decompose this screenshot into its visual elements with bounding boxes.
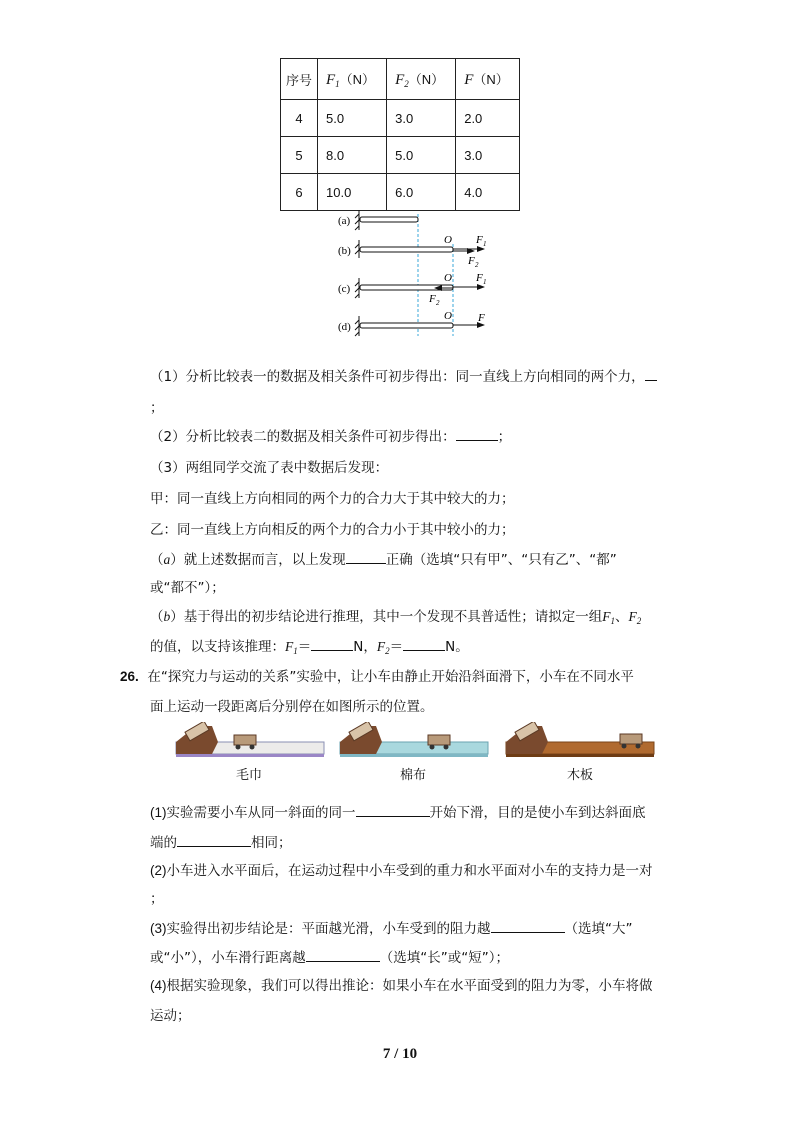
force-diagram: [334, 206, 504, 342]
table-row: [281, 137, 520, 174]
label-o-b: O: [444, 234, 452, 246]
table-cell: 5.0: [387, 137, 456, 174]
q25-b-f1: F: [602, 609, 611, 624]
header-f: F（N）: [456, 59, 520, 100]
q26-s3: [150, 918, 633, 939]
table-row: [281, 100, 520, 137]
rubber-band-b: [360, 247, 453, 252]
header-f2: $F_2(N)$: [387, 59, 456, 100]
header-f1: $F_1(N)$: [318, 59, 387, 100]
ramp-board: [506, 722, 654, 757]
q26-intro: [120, 667, 634, 687]
answer-blank[interactable]: [403, 636, 445, 651]
q25-yi: 乙：同一直线上方向相反的两个力的合力小于其中较小的力；: [150, 522, 515, 538]
label-f-d: F: [478, 312, 485, 324]
q26-s4-number: (4): [150, 978, 167, 993]
q25-a-line2: 或“都不”）；: [150, 580, 225, 596]
q26-s1-text2: 开始下滑，目的是使小车到达斜面底: [429, 805, 646, 821]
label-d: (d): [338, 321, 351, 333]
caption-towel: 毛巾: [236, 768, 263, 783]
label-f1-c-sub: 1: [483, 278, 487, 286]
label-f1-c: F: [476, 272, 483, 284]
table-cell: 2.0: [456, 100, 520, 137]
q25-b-f2: F: [628, 609, 637, 624]
q25-b-letter: b: [163, 609, 171, 624]
q25-b2-eq1: ＝: [297, 639, 312, 655]
label-c: (c): [338, 283, 351, 295]
answer-blank[interactable]: [306, 947, 380, 962]
q26-intro2: 面上运动一段距离后分别停在如图所示的位置。: [150, 699, 434, 715]
wall-hatch: [355, 210, 359, 336]
q25-a-text: ）就上述数据而言，以上发现: [170, 552, 346, 568]
q25-b-sep: 、: [615, 609, 629, 625]
table-cell: 5: [281, 137, 318, 174]
label-f1-b: F: [476, 234, 483, 246]
rubber-band-d: [360, 323, 453, 328]
header-index: 序号: [281, 59, 318, 100]
q25-b2-eq2: ＝: [389, 639, 404, 655]
q26-s1-text4: 相同；: [251, 835, 292, 851]
q25-part1: [150, 366, 657, 387]
q25-a-options: 正确（选填“只有甲”、“只有乙”、“都”: [385, 552, 617, 568]
q26-s1-text3: 端的: [150, 835, 177, 851]
label-o-c: O: [444, 272, 452, 284]
label-a: (a): [338, 215, 351, 227]
q25-part3: （3）两组同学交流了表中数据后发现：: [150, 460, 389, 476]
q26-s3-options: （选填“大”: [564, 921, 633, 937]
answer-blank[interactable]: [491, 918, 565, 933]
ramp-illustration: [172, 722, 662, 770]
q25-b2-f2-sub: 2: [385, 646, 390, 656]
label-o-d: O: [444, 310, 452, 322]
caption-board: 木板: [567, 768, 594, 783]
table-cell: 3.0: [456, 137, 520, 174]
q26-s1-number: (1): [150, 805, 167, 820]
q26-s2: [150, 861, 653, 881]
table-cell: 4.0: [456, 174, 520, 211]
q26-s3-text2: 或“小”），小车滑行距离越: [150, 950, 306, 966]
data-table: [280, 58, 520, 211]
q26-s3-line2: [150, 947, 509, 968]
table-cell: 6.0: [387, 174, 456, 211]
table-cell: 6: [281, 174, 318, 211]
answer-blank[interactable]: [177, 832, 251, 847]
answer-blank[interactable]: [311, 636, 353, 651]
q25-b-line2-text: 的值，以支持该推理：: [150, 639, 285, 655]
q25-b2-unit2: N。: [445, 639, 469, 655]
answer-blank[interactable]: [356, 802, 430, 817]
q26-s3-options2: （选填“长”或“短”）；: [379, 950, 509, 966]
label-f1-b-sub: 1: [483, 240, 487, 248]
table-header-row: [281, 59, 520, 100]
q25-b2-f2: F: [376, 639, 386, 654]
page-number: 7 / 10: [382, 1046, 418, 1062]
ramp-towel: [176, 722, 324, 757]
table-cell: 3.0: [387, 100, 456, 137]
q25-a-open: （: [150, 552, 164, 568]
q26-s2-end: ；: [150, 891, 164, 907]
q26-s3-number: (3): [150, 921, 167, 936]
q25-part2-text: （2）分析比较表二的数据及相关条件可初步得出：: [150, 429, 456, 445]
q26-s1-line2: [150, 832, 292, 853]
table-row: [281, 174, 520, 211]
table-cell: 5.0: [318, 100, 387, 137]
answer-blank[interactable]: [346, 549, 386, 564]
answer-blank[interactable]: [645, 366, 657, 381]
label-b: (b): [338, 245, 351, 257]
q25-b2-f1-sub: 1: [293, 646, 298, 656]
label-f2-b-sub: 2: [475, 261, 479, 269]
q25-b-f2-sub: 2: [636, 616, 642, 626]
q26-s4: [150, 976, 653, 996]
table-cell: 10.0: [318, 174, 387, 211]
rubber-band-a: [360, 217, 418, 222]
q25-part2: [150, 426, 511, 447]
caption-cloth: 棉布: [400, 768, 427, 783]
q25-b-text: ）基于得出的初步结论进行推理，其中一个发现不具普适性；请拟定一组: [170, 609, 603, 625]
q26-s2-text: 小车进入水平面后，在运动过程中小车受到的重力和水平面对小车的支持力是一对: [166, 863, 653, 879]
q25-b-open: （: [150, 609, 164, 625]
answer-blank[interactable]: [456, 426, 498, 441]
label-f2-b: F: [468, 255, 475, 267]
q26-s4-line2: 运动；: [150, 1008, 191, 1024]
table-cell: 4: [281, 100, 318, 137]
q25-b2-f1: F: [285, 639, 294, 654]
q26-number: 26.: [120, 669, 139, 684]
label-f2-c-sub: 2: [436, 299, 440, 307]
q25-b-line2: [150, 636, 469, 661]
q26-intro-text: 在“探究力与运动的关系”实验中，让小车由静止开始沿斜面滑下，小车在不同水平: [147, 669, 634, 685]
q25-part2-end: ；: [497, 429, 512, 445]
q25-part-a: [150, 549, 617, 570]
q25-a-letter: a: [163, 552, 171, 567]
q26-s4-text: 根据实验现象，我们可以得出推论：如果小车在水平面受到的阻力为零，小车将做: [166, 978, 653, 994]
ramp-cloth: [340, 722, 488, 757]
q26-s1-text: 实验需要小车从同一斜面的同一: [166, 805, 356, 821]
q25-part-b: [150, 607, 641, 631]
q25-part1-text: （1）分析比较表一的数据及相关条件可初步得出：同一直线上方向相同的两个力，: [150, 369, 645, 385]
q25-part1-end: ；: [150, 400, 164, 416]
q25-jia: 甲：同一直线上方向相同的两个力的合力大于其中较大的力；: [150, 491, 515, 507]
q26-s3-text: 实验得出初步结论是：平面越光滑，小车受到的阻力越: [166, 921, 491, 937]
q25-b-f1-sub: 1: [610, 616, 615, 626]
q25-b2-unit1: N，: [353, 639, 377, 655]
label-f2-c: F: [429, 293, 436, 305]
table-cell: 8.0: [318, 137, 387, 174]
q26-s1: [150, 802, 646, 823]
q26-s2-number: (2): [150, 863, 167, 878]
